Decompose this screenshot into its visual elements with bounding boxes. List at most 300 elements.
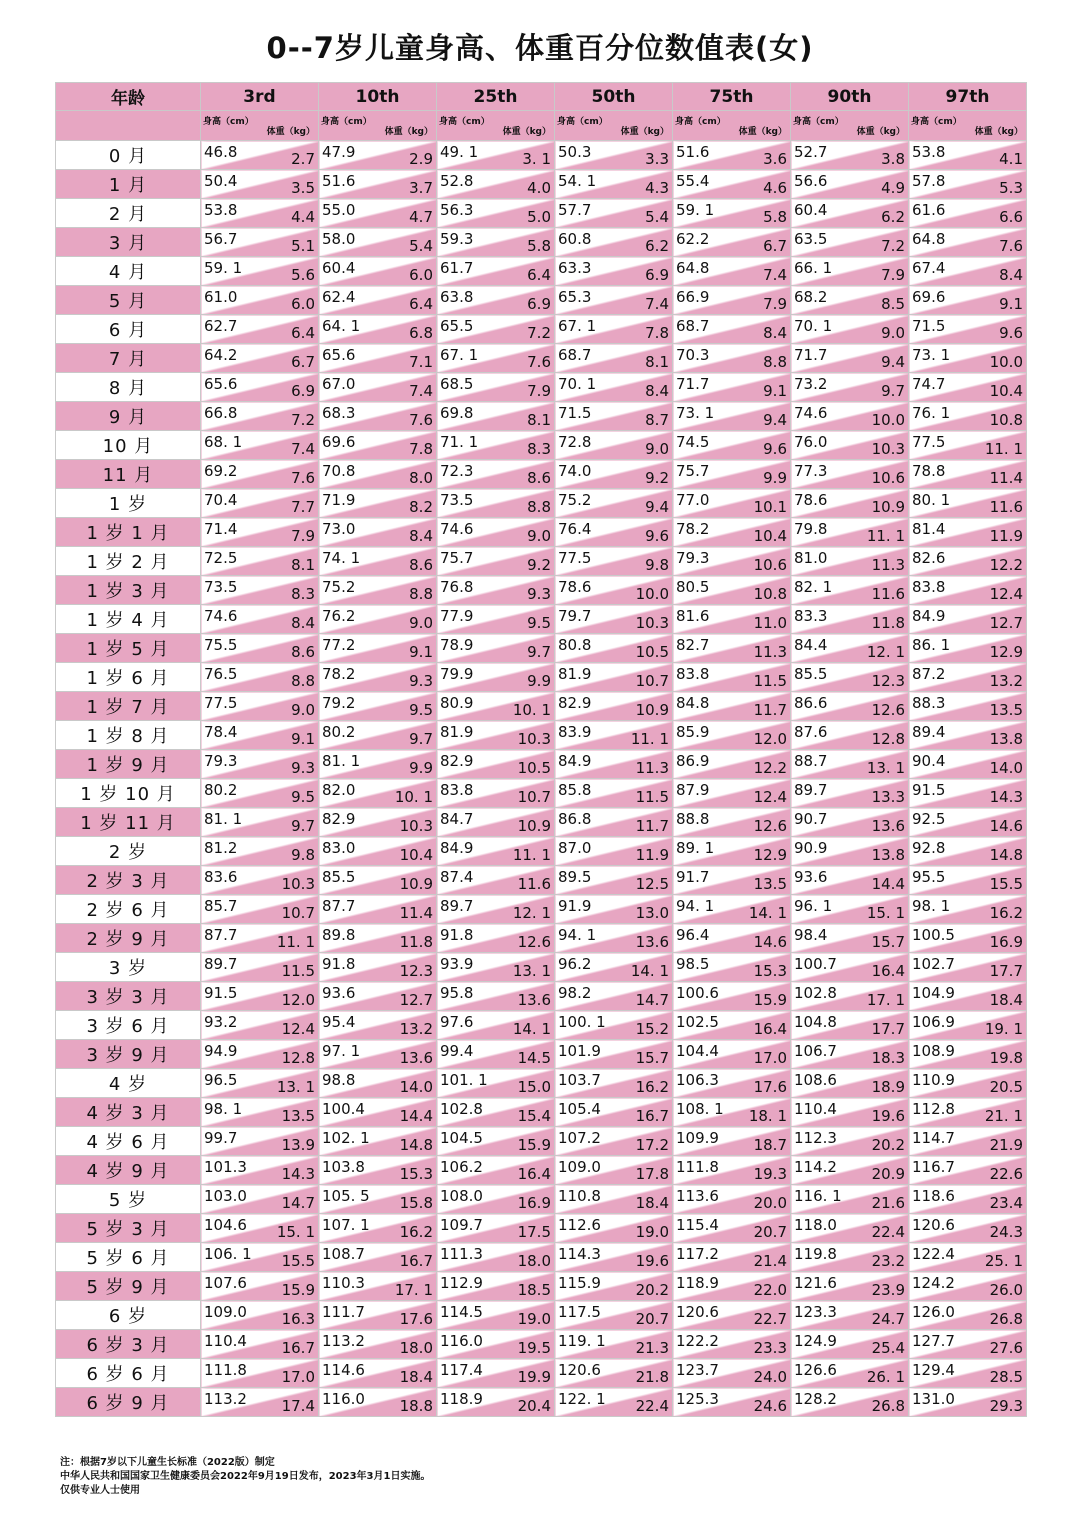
weight-value: 9.0 bbox=[881, 324, 905, 342]
value-cell bbox=[555, 228, 673, 257]
value-cell bbox=[319, 663, 437, 692]
value-cell bbox=[909, 170, 1027, 199]
table-row bbox=[56, 605, 1027, 634]
value-cell bbox=[555, 1243, 673, 1272]
weight-value: 12.2 bbox=[989, 556, 1023, 574]
value-cell bbox=[673, 402, 791, 431]
height-value: 128.2 bbox=[794, 1390, 837, 1408]
weight-value: 17. 1 bbox=[394, 1281, 433, 1299]
weight-value: 5.1 bbox=[291, 237, 315, 255]
height-value: 79.9 bbox=[440, 665, 474, 683]
value-cell bbox=[791, 692, 909, 721]
weight-value: 8.4 bbox=[409, 527, 433, 545]
weight-value: 12.4 bbox=[989, 585, 1023, 603]
weight-value: 6.8 bbox=[409, 324, 433, 342]
value-cell bbox=[437, 170, 555, 199]
height-value: 124.2 bbox=[912, 1274, 955, 1292]
value-cell bbox=[319, 692, 437, 721]
value-cell bbox=[909, 344, 1027, 373]
value-cell bbox=[319, 895, 437, 924]
weight-value: 13.9 bbox=[281, 1136, 315, 1154]
height-value: 86.6 bbox=[794, 694, 828, 712]
weight-value: 9.9 bbox=[409, 759, 433, 777]
height-value: 107. 1 bbox=[322, 1216, 370, 1234]
age-cell: 1 岁 4 月 bbox=[56, 605, 201, 634]
weight-value: 8.1 bbox=[527, 411, 551, 429]
table-row bbox=[56, 808, 1027, 837]
weight-value: 20.4 bbox=[517, 1397, 551, 1415]
value-cell bbox=[673, 779, 791, 808]
height-value: 120.6 bbox=[912, 1216, 955, 1234]
height-value: 83.8 bbox=[676, 665, 710, 683]
value-cell bbox=[555, 692, 673, 721]
value-cell bbox=[319, 489, 437, 518]
value-cell bbox=[791, 460, 909, 489]
height-value: 60.4 bbox=[322, 259, 356, 277]
age-cell: 4 岁 3 月 bbox=[56, 1098, 201, 1127]
weight-value: 7.6 bbox=[999, 237, 1023, 255]
unit-subheader bbox=[319, 111, 437, 141]
age-cell: 5 岁 6 月 bbox=[56, 1243, 201, 1272]
height-value: 77.5 bbox=[204, 694, 238, 712]
weight-value: 4.7 bbox=[409, 208, 433, 226]
weight-unit-label: 体重（kg） bbox=[974, 127, 1023, 137]
value-cell bbox=[319, 431, 437, 460]
height-value: 68.7 bbox=[676, 317, 710, 335]
value-cell bbox=[437, 257, 555, 286]
height-value: 118.0 bbox=[794, 1216, 837, 1234]
table-row bbox=[56, 228, 1027, 257]
height-value: 91.7 bbox=[676, 868, 710, 886]
value-cell bbox=[319, 1243, 437, 1272]
weight-value: 10.7 bbox=[517, 788, 551, 806]
value-cell bbox=[909, 953, 1027, 982]
value-cell bbox=[437, 228, 555, 257]
height-value: 96.5 bbox=[204, 1071, 238, 1089]
weight-value: 7.8 bbox=[645, 324, 669, 342]
weight-value: 10.7 bbox=[281, 904, 315, 922]
value-cell bbox=[673, 924, 791, 953]
value-cell bbox=[201, 750, 319, 779]
height-value: 109.9 bbox=[676, 1129, 719, 1147]
weight-value: 6.9 bbox=[527, 295, 551, 313]
weight-value: 18.0 bbox=[399, 1339, 433, 1357]
height-value: 80. 1 bbox=[912, 491, 951, 509]
height-value: 56.3 bbox=[440, 201, 474, 219]
height-value: 50.3 bbox=[558, 143, 592, 161]
value-cell bbox=[909, 199, 1027, 228]
height-value: 121.6 bbox=[794, 1274, 837, 1292]
value-cell bbox=[201, 808, 319, 837]
height-value: 122.2 bbox=[676, 1332, 719, 1350]
value-cell bbox=[673, 1011, 791, 1040]
value-cell bbox=[673, 663, 791, 692]
value-cell bbox=[201, 866, 319, 895]
value-cell bbox=[555, 402, 673, 431]
value-cell bbox=[791, 199, 909, 228]
weight-value: 11.7 bbox=[635, 817, 669, 835]
value-cell bbox=[319, 1388, 437, 1417]
height-value: 124.9 bbox=[794, 1332, 837, 1350]
height-value: 67. 1 bbox=[558, 317, 597, 335]
weight-value: 11. 1 bbox=[276, 933, 315, 951]
value-cell bbox=[909, 1301, 1027, 1330]
age-cell: 3 岁 6 月 bbox=[56, 1011, 201, 1040]
height-value: 102.7 bbox=[912, 955, 955, 973]
weight-value: 26. 1 bbox=[866, 1368, 905, 1386]
weight-value: 17.0 bbox=[281, 1368, 315, 1386]
age-cell: 6 岁 6 月 bbox=[56, 1359, 201, 1388]
height-value: 76.0 bbox=[794, 433, 828, 451]
weight-value: 5.8 bbox=[763, 208, 787, 226]
height-value: 68.3 bbox=[322, 404, 356, 422]
weight-value: 9.7 bbox=[291, 817, 315, 835]
value-cell bbox=[673, 953, 791, 982]
value-cell bbox=[791, 1301, 909, 1330]
weight-value: 20.2 bbox=[635, 1281, 669, 1299]
weight-value: 20.2 bbox=[871, 1136, 905, 1154]
height-value: 69.2 bbox=[204, 462, 238, 480]
value-cell bbox=[555, 518, 673, 547]
weight-value: 9.5 bbox=[527, 614, 551, 632]
weight-value: 8.4 bbox=[763, 324, 787, 342]
height-value: 67.0 bbox=[322, 375, 356, 393]
height-value: 56.6 bbox=[794, 172, 828, 190]
age-cell: 1 月 bbox=[56, 170, 201, 199]
table-row bbox=[56, 750, 1027, 779]
value-cell bbox=[909, 663, 1027, 692]
value-cell bbox=[791, 1388, 909, 1417]
value-cell bbox=[319, 634, 437, 663]
height-value: 87.6 bbox=[794, 723, 828, 741]
table-row bbox=[56, 1069, 1027, 1098]
weight-value: 10.7 bbox=[635, 672, 669, 690]
height-value: 118.9 bbox=[676, 1274, 719, 1292]
height-value: 91.8 bbox=[322, 955, 356, 973]
weight-value: 11. 1 bbox=[630, 730, 669, 748]
weight-value: 8.5 bbox=[881, 295, 905, 313]
weight-value: 8.6 bbox=[409, 556, 433, 574]
weight-value: 9.8 bbox=[645, 556, 669, 574]
height-value: 74.7 bbox=[912, 375, 946, 393]
weight-value: 20.5 bbox=[989, 1078, 1023, 1096]
weight-value: 15. 1 bbox=[276, 1223, 315, 1241]
height-value: 70. 1 bbox=[558, 375, 597, 393]
height-value: 86. 1 bbox=[912, 636, 951, 654]
height-value: 73.0 bbox=[322, 520, 356, 538]
value-cell bbox=[791, 228, 909, 257]
table-body bbox=[56, 141, 1027, 1417]
value-cell bbox=[201, 576, 319, 605]
height-value: 104.9 bbox=[912, 984, 955, 1002]
weight-value: 10.9 bbox=[635, 701, 669, 719]
weight-unit-label: 体重（kg） bbox=[384, 127, 433, 137]
height-value: 123.7 bbox=[676, 1361, 719, 1379]
age-cell: 1 岁 3 月 bbox=[56, 576, 201, 605]
height-value: 74.6 bbox=[440, 520, 474, 538]
value-cell bbox=[791, 895, 909, 924]
value-cell bbox=[319, 402, 437, 431]
weight-value: 16.7 bbox=[635, 1107, 669, 1125]
value-cell bbox=[319, 257, 437, 286]
table-row bbox=[56, 199, 1027, 228]
weight-value: 22.4 bbox=[635, 1397, 669, 1415]
weight-value: 15.4 bbox=[517, 1107, 551, 1125]
weight-value: 14.4 bbox=[399, 1107, 433, 1125]
height-value: 71.7 bbox=[676, 375, 710, 393]
value-cell bbox=[319, 779, 437, 808]
table-row bbox=[56, 344, 1027, 373]
table-row bbox=[56, 1185, 1027, 1214]
value-cell bbox=[673, 750, 791, 779]
height-value: 119. 1 bbox=[558, 1332, 606, 1350]
height-value: 109.0 bbox=[558, 1158, 601, 1176]
value-cell bbox=[319, 1011, 437, 1040]
weight-value: 12.3 bbox=[399, 962, 433, 980]
height-value: 91.9 bbox=[558, 897, 592, 915]
height-value: 77.5 bbox=[558, 549, 592, 567]
value-cell bbox=[319, 141, 437, 170]
table-row bbox=[56, 1098, 1027, 1127]
age-header: 年龄 bbox=[56, 83, 201, 111]
value-cell bbox=[555, 982, 673, 1011]
weight-value: 27.6 bbox=[989, 1339, 1023, 1357]
height-value: 95.4 bbox=[322, 1013, 356, 1031]
weight-value: 3.7 bbox=[409, 179, 433, 197]
value-cell bbox=[791, 1330, 909, 1359]
value-cell bbox=[791, 750, 909, 779]
weight-value: 17.4 bbox=[281, 1397, 315, 1415]
height-value: 81.9 bbox=[558, 665, 592, 683]
weight-value: 16.9 bbox=[989, 933, 1023, 951]
value-cell bbox=[909, 1098, 1027, 1127]
height-value: 103.7 bbox=[558, 1071, 601, 1089]
weight-value: 10.1 bbox=[753, 498, 787, 516]
weight-value: 11.6 bbox=[871, 585, 905, 603]
height-value: 94. 1 bbox=[676, 897, 715, 915]
weight-value: 7.6 bbox=[291, 469, 315, 487]
value-cell bbox=[555, 1359, 673, 1388]
weight-value: 19.8 bbox=[989, 1049, 1023, 1067]
height-value: 94. 1 bbox=[558, 926, 597, 944]
height-value: 52.8 bbox=[440, 172, 474, 190]
height-value: 58.0 bbox=[322, 230, 356, 248]
weight-value: 14.7 bbox=[635, 991, 669, 1009]
weight-value: 22.4 bbox=[871, 1223, 905, 1241]
height-value: 106.9 bbox=[912, 1013, 955, 1031]
value-cell bbox=[555, 605, 673, 634]
weight-value: 11.6 bbox=[989, 498, 1023, 516]
height-value: 85.7 bbox=[204, 897, 238, 915]
height-value: 89.7 bbox=[204, 955, 238, 973]
height-value: 82.9 bbox=[558, 694, 592, 712]
weight-value: 14. 1 bbox=[630, 962, 669, 980]
value-cell bbox=[319, 1185, 437, 1214]
value-cell bbox=[791, 605, 909, 634]
value-cell bbox=[555, 576, 673, 605]
height-value: 112.3 bbox=[794, 1129, 837, 1147]
height-value: 103.0 bbox=[204, 1187, 247, 1205]
value-cell bbox=[437, 808, 555, 837]
weight-value: 12.8 bbox=[281, 1049, 315, 1067]
height-value: 60.8 bbox=[558, 230, 592, 248]
weight-value: 5.4 bbox=[645, 208, 669, 226]
weight-value: 14.8 bbox=[399, 1136, 433, 1154]
unit-subheader bbox=[909, 111, 1027, 141]
height-value: 61.6 bbox=[912, 201, 946, 219]
height-value: 72.3 bbox=[440, 462, 474, 480]
value-cell bbox=[909, 721, 1027, 750]
height-value: 89.4 bbox=[912, 723, 946, 741]
value-cell bbox=[909, 750, 1027, 779]
weight-value: 5.4 bbox=[409, 237, 433, 255]
height-value: 61.7 bbox=[440, 259, 474, 277]
weight-value: 10.5 bbox=[635, 643, 669, 661]
weight-value: 13. 1 bbox=[866, 759, 905, 777]
value-cell bbox=[673, 605, 791, 634]
value-cell bbox=[319, 924, 437, 953]
age-cell: 1 岁 10 月 bbox=[56, 779, 201, 808]
weight-value: 12.9 bbox=[989, 643, 1023, 661]
value-cell bbox=[555, 1301, 673, 1330]
value-cell bbox=[791, 141, 909, 170]
value-cell bbox=[437, 286, 555, 315]
table-row bbox=[56, 286, 1027, 315]
table-row bbox=[56, 982, 1027, 1011]
height-value: 80.8 bbox=[558, 636, 592, 654]
height-value: 98.4 bbox=[794, 926, 828, 944]
weight-unit-label: 体重（kg） bbox=[502, 127, 551, 137]
weight-value: 11.8 bbox=[871, 614, 905, 632]
weight-value: 14.0 bbox=[989, 759, 1023, 777]
value-cell bbox=[909, 1011, 1027, 1040]
percentile-header: 50th bbox=[555, 83, 673, 111]
weight-value: 18.9 bbox=[871, 1078, 905, 1096]
height-value: 100.7 bbox=[794, 955, 837, 973]
height-value: 116.0 bbox=[440, 1332, 483, 1350]
value-cell bbox=[791, 170, 909, 199]
age-cell: 1 岁 1 月 bbox=[56, 518, 201, 547]
age-cell: 5 月 bbox=[56, 286, 201, 315]
height-value: 57.8 bbox=[912, 172, 946, 190]
weight-value: 26.0 bbox=[989, 1281, 1023, 1299]
value-cell bbox=[201, 953, 319, 982]
value-cell bbox=[909, 547, 1027, 576]
weight-value: 7.4 bbox=[763, 266, 787, 284]
height-value: 92.5 bbox=[912, 810, 946, 828]
weight-value: 24.7 bbox=[871, 1310, 905, 1328]
height-value: 55.4 bbox=[676, 172, 710, 190]
height-value: 108. 1 bbox=[676, 1100, 724, 1118]
percentile-header: 97th bbox=[909, 83, 1027, 111]
weight-value: 11.7 bbox=[753, 701, 787, 719]
height-value: 98.8 bbox=[322, 1071, 356, 1089]
table-row bbox=[56, 141, 1027, 170]
weight-value: 15.3 bbox=[753, 962, 787, 980]
value-cell bbox=[909, 431, 1027, 460]
weight-value: 16.9 bbox=[517, 1194, 551, 1212]
weight-value: 13.2 bbox=[989, 672, 1023, 690]
percentile-header: 10th bbox=[319, 83, 437, 111]
weight-value: 10.0 bbox=[989, 353, 1023, 371]
height-value: 108.6 bbox=[794, 1071, 837, 1089]
height-value: 120.6 bbox=[558, 1361, 601, 1379]
height-value: 91.5 bbox=[204, 984, 238, 1002]
value-cell bbox=[555, 1214, 673, 1243]
height-value: 118.6 bbox=[912, 1187, 955, 1205]
height-value: 84.7 bbox=[440, 810, 474, 828]
height-value: 77.2 bbox=[322, 636, 356, 654]
value-cell bbox=[319, 982, 437, 1011]
weight-value: 6.0 bbox=[291, 295, 315, 313]
weight-value: 7.1 bbox=[409, 353, 433, 371]
height-value: 79.3 bbox=[204, 752, 238, 770]
weight-value: 17.6 bbox=[753, 1078, 787, 1096]
weight-value: 11.6 bbox=[517, 875, 551, 893]
value-cell bbox=[909, 1040, 1027, 1069]
value-cell bbox=[201, 1011, 319, 1040]
height-value: 105. 5 bbox=[322, 1187, 370, 1205]
weight-value: 10.6 bbox=[871, 469, 905, 487]
height-value: 81.4 bbox=[912, 520, 946, 538]
weight-unit-label: 体重（kg） bbox=[266, 127, 315, 137]
weight-value: 17.5 bbox=[517, 1223, 551, 1241]
height-value: 78.4 bbox=[204, 723, 238, 741]
value-cell bbox=[909, 489, 1027, 518]
height-value: 114.5 bbox=[440, 1303, 483, 1321]
weight-value: 7.2 bbox=[291, 411, 315, 429]
height-value: 63.3 bbox=[558, 259, 592, 277]
value-cell bbox=[673, 228, 791, 257]
value-cell bbox=[791, 924, 909, 953]
weight-value: 12. 1 bbox=[512, 904, 551, 922]
weight-value: 19.0 bbox=[517, 1310, 551, 1328]
height-value: 82.7 bbox=[676, 636, 710, 654]
height-value: 80.2 bbox=[204, 781, 238, 799]
weight-value: 13.3 bbox=[871, 788, 905, 806]
value-cell bbox=[437, 1040, 555, 1069]
table-row bbox=[56, 1330, 1027, 1359]
weight-value: 15.8 bbox=[399, 1194, 433, 1212]
value-cell bbox=[673, 141, 791, 170]
height-value: 75.7 bbox=[440, 549, 474, 567]
height-value: 80.2 bbox=[322, 723, 356, 741]
value-cell bbox=[791, 866, 909, 895]
height-value: 95.8 bbox=[440, 984, 474, 1002]
height-value: 59. 1 bbox=[676, 201, 715, 219]
weight-value: 3.3 bbox=[645, 150, 669, 168]
value-cell bbox=[791, 344, 909, 373]
weight-value: 15.7 bbox=[635, 1049, 669, 1067]
weight-value: 18.4 bbox=[635, 1194, 669, 1212]
height-value: 111.7 bbox=[322, 1303, 365, 1321]
height-value: 85.5 bbox=[322, 868, 356, 886]
value-cell bbox=[319, 199, 437, 228]
height-value: 108.7 bbox=[322, 1245, 365, 1263]
weight-value: 4.9 bbox=[881, 179, 905, 197]
value-cell bbox=[319, 460, 437, 489]
value-cell bbox=[791, 1214, 909, 1243]
height-value: 117.2 bbox=[676, 1245, 719, 1263]
height-value: 47.9 bbox=[322, 143, 356, 161]
value-cell bbox=[909, 228, 1027, 257]
weight-value: 24.0 bbox=[753, 1368, 787, 1386]
table-row bbox=[56, 924, 1027, 953]
height-value: 125.3 bbox=[676, 1390, 719, 1408]
weight-value: 11.4 bbox=[989, 469, 1023, 487]
weight-value: 22.6 bbox=[989, 1165, 1023, 1183]
value-cell bbox=[201, 286, 319, 315]
